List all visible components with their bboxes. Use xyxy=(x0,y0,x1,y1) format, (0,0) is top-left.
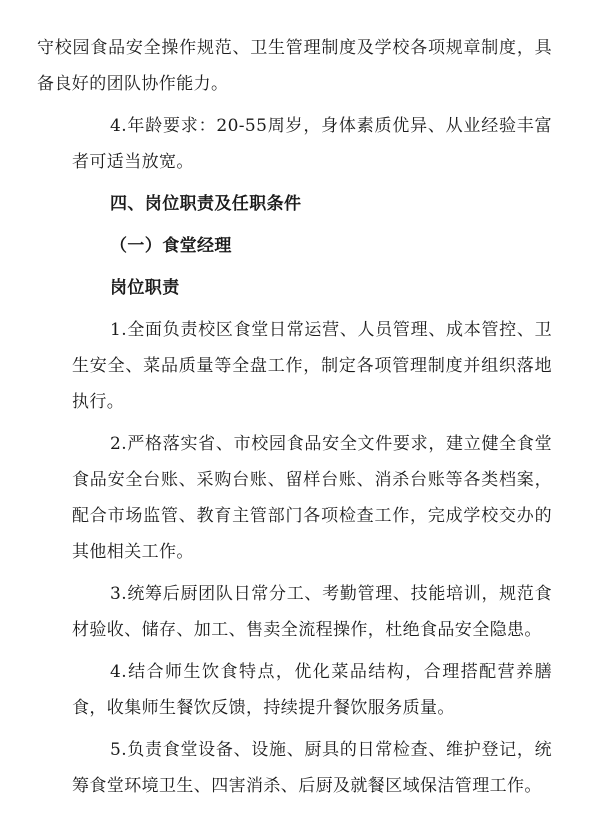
sub-heading: （一）食堂经理 xyxy=(110,236,232,256)
duties-heading: 岗位职责 xyxy=(110,278,180,298)
continuation-paragraph: 守校园食品安全操作规范、卫生管理制度及学校各项规章制度，具备良好的团队协作能力。 xyxy=(37,38,552,94)
requirement-age: 4.年龄要求：20-55周岁，身体素质优异、从业经验丰富者可适当放宽。 xyxy=(72,116,552,172)
section-heading: 四、岗位职责及任职条件 xyxy=(110,194,302,214)
duty-item: 5.负责食堂设备、设施、厨具的日常检查、维护登记，统筹食堂环境卫生、四害消杀、后厨及就餐区域保洁管理工作。 xyxy=(72,740,552,796)
duty-item: 2.严格落实省、市校园食品安全文件要求，建立健全食堂食品安全台账、采购台账、留样台账、消杀台账等各类档案，配合市场监管、教育主管部门各项检查工作，完成学校交办的其他相关工作。 xyxy=(72,434,552,562)
duty-item: 1.全面负责校区食堂日常运营、人员管理、成本管控、卫生安全、菜品质量等全盘工作，制定各项管理制度并组织落地执行。 xyxy=(72,320,552,412)
duty-item: 3.统筹后厨团队日常分工、考勤管理、技能培训，规范食材验收、储存、加工、售卖全流程操作，杜绝食品安全隐患。 xyxy=(72,584,552,640)
duty-item: 4.结合师生饮食特点，优化菜品结构，合理搭配营养膳食，收集师生餐饮反馈，持续提升餐饮服务质量。 xyxy=(72,662,552,718)
